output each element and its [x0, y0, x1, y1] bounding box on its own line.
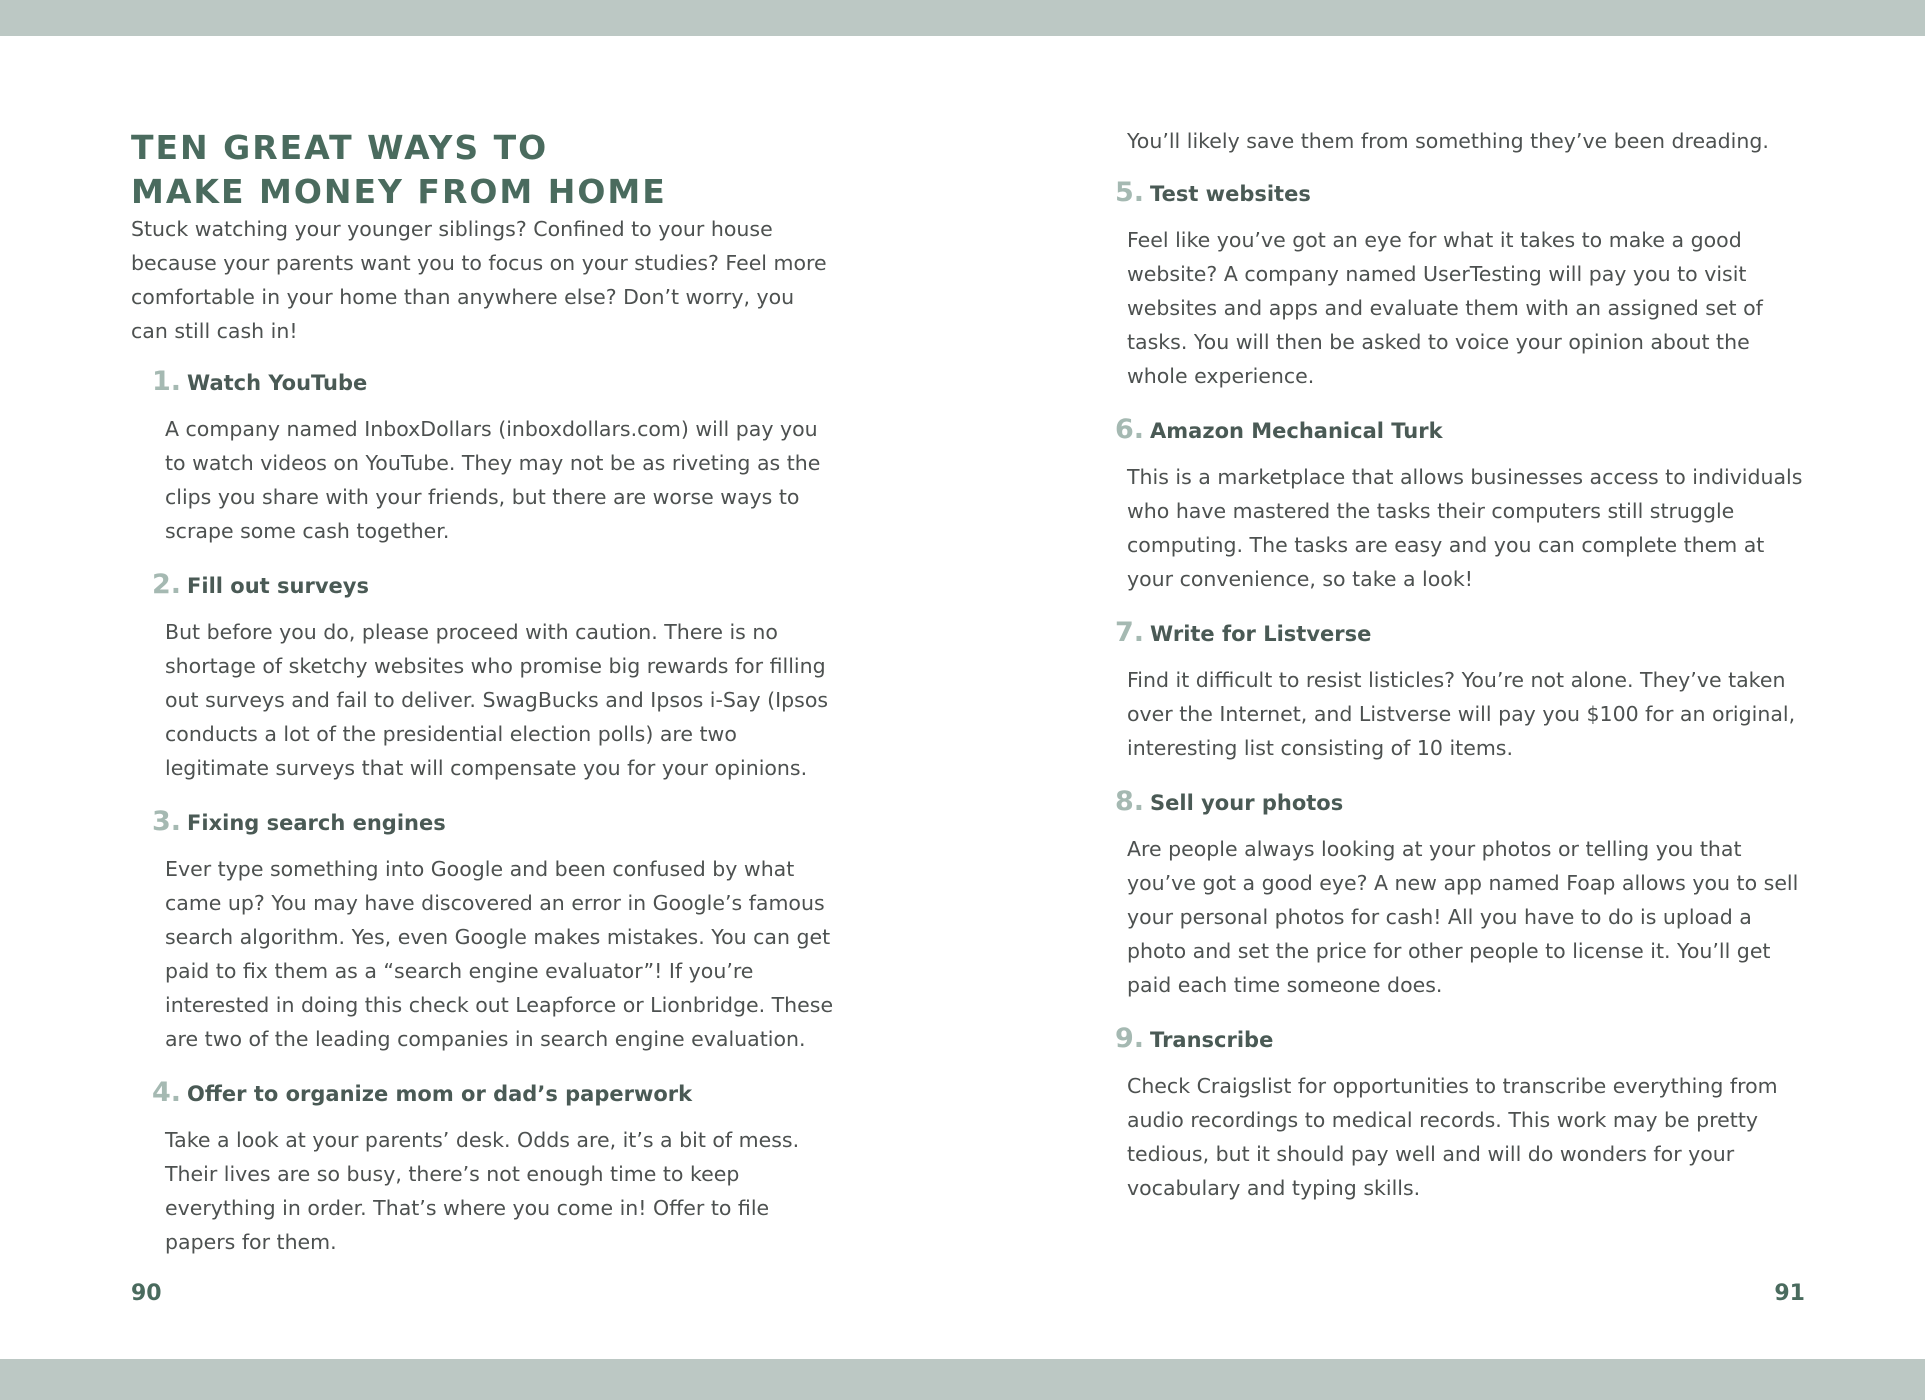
list-item-heading: [1115, 414, 1805, 452]
list-item-heading: [1115, 617, 1805, 655]
list-item: [1115, 617, 1805, 765]
list-item-body: This is a marketplace that allows businesses access to individuals who have mastered the tasks their computers still struggle computing. The tasks are easy and you can complete them at your convenience, so take a look!: [1127, 465, 1803, 591]
list-item-title: Transcribe: [1150, 1028, 1274, 1052]
continuation-text: You’ll likely save them from something they’ve been dreading.: [1127, 129, 1769, 153]
list-item: [152, 806, 842, 1056]
list-item-title: Offer to organize mom or dad’s paperwork: [187, 1082, 693, 1106]
list-item-body: A company named InboxDollars (inboxdollars.com) will pay you to watch videos on YouTube. They may not be as riveting as the clips you share with your friends, but there are worse ways to scrape some cash together.: [165, 417, 821, 543]
list-item: [152, 1077, 842, 1259]
list-item: [1115, 414, 1805, 596]
list-item-heading: [1115, 177, 1805, 215]
list-item-body: Find it difficult to resist listicles? You’re not alone. They’ve taken over the Internet, and Listverse will pay you $100 for an original, interesting list consisting of 10 items.: [1127, 668, 1796, 760]
list-item-number: 8.: [1115, 786, 1145, 817]
list-item-number: 9.: [1115, 1023, 1145, 1054]
list-item-title: Test websites: [1150, 182, 1311, 206]
section-title: [131, 126, 667, 214]
section-title-line: MAKE MONEY FROM HOME: [131, 172, 667, 211]
list-item-number: 7.: [1115, 617, 1145, 648]
list-item-title: Fixing search engines: [187, 811, 446, 835]
list-item-title: Fill out surveys: [187, 574, 369, 598]
list-item-body: Ever type something into Google and been confused by what came up? You may have discovered an error in Google’s famous search algorithm. Yes, even Google makes mistakes. You can get paid to fix them as a “search engine evaluator”! If you’re interested in doing this check out Leapforce or Lionbridge. These are two of the leading companies in search engine evaluation.: [165, 857, 834, 1051]
list-item-body: Feel like you’ve got an eye for what it takes to make a good website? A company named UserTesting will pay you to visit websites and apps and evaluate them with an assigned set of tasks. You will then be asked to voice your opinion about the whole experience.: [1127, 228, 1763, 388]
list-item-number: 4.: [152, 1077, 182, 1108]
list-item-number: 3.: [152, 806, 182, 837]
list-item-body: But before you do, please proceed with caution. There is no shortage of sketchy websites who promise big rewards for filling out surveys and fail to deliver. SwagBucks and Ipsos i-Say (Ipsos conducts a lot of the presidential election polls) are two legitimate surveys that will compensate you for your opinions.: [165, 620, 829, 780]
list-item-body: Check Craigslist for opportunities to transcribe everything from audio recordings to medical records. This work may be pretty tedious, but it should pay well and will do wonders for your vocabulary and typing skills.: [1127, 1074, 1778, 1200]
list-item-title: Amazon Mechanical Turk: [1150, 419, 1443, 443]
list-item: [152, 569, 842, 785]
intro-paragraph: Stuck watching your younger siblings? Confined to your house because your parents want you to focus on your studies? Feel more comfortable in your home than anywhere else? Don’t worry, you can still cash in!: [131, 217, 827, 343]
list-item-number: 2.: [152, 569, 182, 600]
list-item-heading: [152, 806, 842, 844]
list-item: [1115, 1023, 1805, 1205]
list-item-heading: [152, 1077, 842, 1115]
bottom-band: [0, 1359, 1925, 1400]
left-page: [131, 0, 841, 1400]
right-page: [1115, 0, 1805, 1400]
list-item-number: 5.: [1115, 177, 1145, 208]
list-item: [1115, 177, 1805, 393]
page-number-right: 91: [1774, 1281, 1805, 1306]
list-item-body: Take a look at your parents’ desk. Odds are, it’s a bit of mess. Their lives are so busy, there’s not enough time to keep everything in order. That’s where you come in! Offer to file papers for them.: [165, 1128, 800, 1254]
list-item-heading: [152, 569, 842, 607]
list-item-heading: [1115, 786, 1805, 824]
list-item-number: 1.: [152, 366, 182, 397]
section-title-line: TEN GREAT WAYS TO: [131, 128, 549, 167]
page-number-left: 90: [131, 1281, 162, 1306]
list-item-title: Watch YouTube: [187, 371, 368, 395]
list-item: [1115, 786, 1805, 1002]
list-item-title: Sell your photos: [1150, 791, 1344, 815]
list-item-heading: [1115, 1023, 1805, 1061]
list-item-heading: [152, 366, 842, 404]
list-item-title: Write for Listverse: [1150, 622, 1372, 646]
list-item: [152, 366, 842, 548]
list-item-number: 6.: [1115, 414, 1145, 445]
list-item-body: Are people always looking at your photos or telling you that you’ve got a good eye? A new app named Foap allows you to sell your personal photos for cash! All you have to do is upload a photo and set the price for other people to license it. You’ll get paid each time someone does.: [1127, 837, 1799, 997]
